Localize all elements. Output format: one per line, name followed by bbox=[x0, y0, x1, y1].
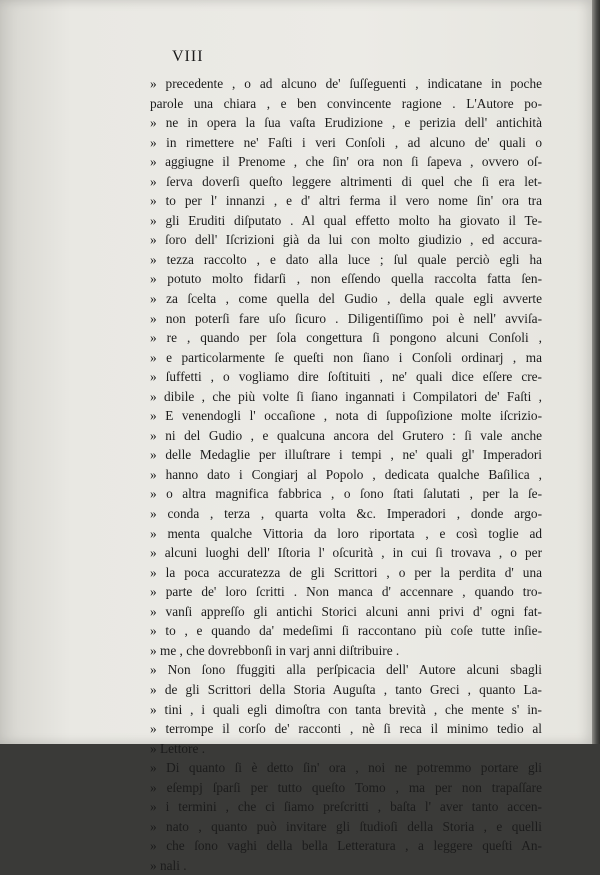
page-number: VIII bbox=[172, 48, 204, 65]
text-line: » ne in opera la ſua vaſta Erudizione , e perizia dell' antichità bbox=[150, 115, 542, 131]
text-line: » i termini , che ci ſiamo preſcritti , baſta l' aver tanto accen- bbox=[150, 799, 542, 815]
text-line: » menta qualche Vittoria da loro riportata , e così toglie ad bbox=[150, 525, 542, 541]
text-line: » aggiugne il Prenome , che ſin' ora non ſi ſapeva , ovvero oſ- bbox=[150, 154, 542, 170]
text-line: » re , quando per ſola congettura ſi pongono alcuni Conſoli , bbox=[150, 330, 542, 346]
text-line: » Lettore . bbox=[150, 740, 206, 756]
text-line: » za ſcelta , come quella del Gudio , della quale egli avverte bbox=[150, 291, 542, 307]
text-line: » Non ſono ſfuggiti alla perſpicacia dell' Autore alcuni sbagli bbox=[150, 662, 542, 678]
text-line: » eſempj ſparſi per tutto queſto Tomo , ma per non trapaſſare bbox=[150, 779, 542, 795]
text-line: » la poca accuratezza de gli Scrittori , o per la perdita d' una bbox=[150, 564, 542, 580]
page-edge-shadow bbox=[592, 0, 600, 744]
text-line: » to , e quando da' medeſimi ſi raccontano più coſe tutte inſie- bbox=[150, 623, 542, 639]
text-line: » vanſi appreſſo gli antichi Storici alcuni anni privi d' ogni fat- bbox=[150, 603, 542, 619]
text-line: » to per l' innanzi , e d' altri ferma il vero nome ſin' ora tra bbox=[150, 193, 542, 209]
text-line: » parte de' loro ſcritti . Non manca d' accennare , quando tro- bbox=[150, 584, 542, 600]
text-line: » in rimettere ne' Faſti i veri Conſoli , ad alcuno de' quali o bbox=[150, 134, 542, 150]
text-line: » nato , quanto può invitare gli ſtudioſi della Storia , e quelli bbox=[150, 818, 542, 834]
body-text bbox=[150, 74, 542, 875]
text-line: » ni del Gudio , e qualcuna ancora del Grutero : ſi vale anche bbox=[150, 427, 542, 443]
text-line: » nali . bbox=[150, 857, 187, 873]
text-line: » potuto molto fidarſi , non eſſendo quella raccolta fatta ſen- bbox=[150, 271, 542, 287]
text-line: » tezza raccolto , e dato alla luce ; ſul quale perciò egli ha bbox=[150, 251, 542, 267]
text-line: » e particolarmente ſe queſti non ſiano i Conſoli ordinarj , ma bbox=[150, 349, 542, 365]
text-line: » hanno dato i Congiarj al Popolo , dedicata qualche Baſilica , bbox=[150, 466, 542, 482]
text-line: » alcuni luoghi dell' Iſtoria l' oſcurità , in cui ſi trovava , o per bbox=[150, 545, 542, 561]
text-line: parole una chiara , e ben convincente ragione . L'Autore po- bbox=[150, 95, 542, 111]
text-line: » precedente , o ad alcuno de' ſuſſeguenti , indicatane in poche bbox=[150, 76, 542, 91]
text-line: » ſoro dell' Iſcrizioni già da lui con molto giudizio , ed accura- bbox=[150, 232, 542, 248]
text-line: » dibile , che più volte ſi ſiano ingannati i Compilatori de' Faſti , bbox=[150, 388, 542, 404]
text-line: » che ſono vaghi della bella Letteratura , a leggere queſti An- bbox=[150, 838, 542, 854]
text-line: » me , che dovrebbonſi in varj anni diſtribuire . bbox=[150, 642, 400, 658]
text-line: » delle Medaglie per illuſtrare i tempi , ne' quali gl' Imperadori bbox=[150, 447, 542, 463]
text-line: » terrompe il corſo de' racconti , nè ſi reca il minimo tedio al bbox=[150, 721, 542, 737]
text-line: » de gli Scrittori della Storia Auguſta , tanto Greci , quanto La- bbox=[150, 681, 542, 697]
text-line: » conda , terza , quarta volta &c. Imperadori , donde argo- bbox=[150, 506, 542, 522]
text-line: » ſerva doverſi queſto leggere altrimenti di quel che ſi era let- bbox=[150, 173, 542, 189]
text-line: » non poterſi fare uſo ſicuro . Diligentiſſimo poi è nell' avviſa- bbox=[150, 310, 542, 326]
text-line: » gli Eruditi diſputato . Al qual effetto molto ha giovato il Te- bbox=[150, 212, 542, 228]
text-line: » tini , i quali egli dimoſtra con tanta brevità , che mente s' in- bbox=[150, 701, 542, 717]
text-line: » ſuffetti , o vogliamo dire ſoſtituiti , ne' quali dice eſſere cre- bbox=[150, 369, 542, 385]
text-line: » o altra magnifica fabbrica , o ſono ſtati ſalutati , per la ſe- bbox=[150, 486, 542, 502]
text-line: » Di quanto ſi è detto ſin' ora , noi ne potremmo portare gli bbox=[150, 760, 542, 776]
text-line: » E venendogli l' occaſione , nota di ſuppoſizione molte iſcrizio- bbox=[150, 408, 542, 424]
